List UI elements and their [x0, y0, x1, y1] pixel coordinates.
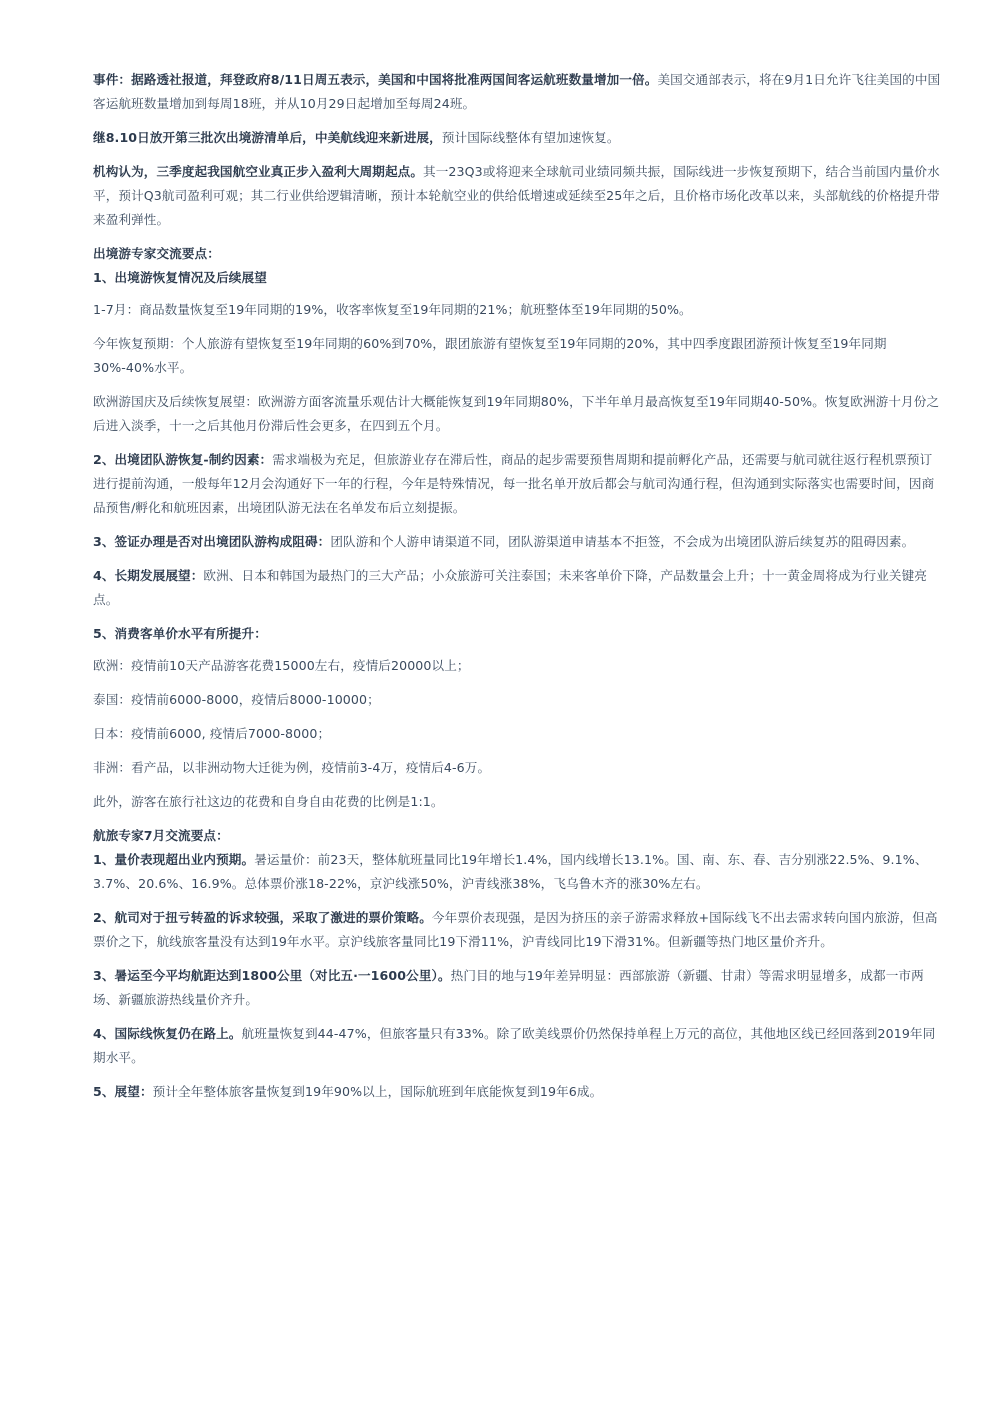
outbound-point-body: 团队游和个人游申请渠道不同，团队游渠道申请基本不拒签，不会成为出境团队游后续复苏的阻碍因素。	[330, 534, 915, 549]
outbound-point-body: 需求端极为充足，但旅游业存在滞后性，商品的起步需要预售周期和提前孵化产品，还需要与航司就往返行程机票预订进行提前沟通，一般每年12月会沟通好下一年的行程，今年是特殊情况，每一批名单开放后都会与航司沟通行程，但沟通到实际落实也需要时间，因商品预售/孵化和航班因素，出境团队游无法在名单发布后立刻提振。	[93, 452, 935, 515]
event-body: 美国交通部表示，将在9月1日允许飞往美国的中国客运航班数量增加到每周18班，并从10月29日起增加至每周24班。	[93, 72, 941, 111]
aviation-point-lead: 3、暑运至今平均航距达到1800公里（对比五·一1600公里）。	[93, 968, 451, 983]
aviation-point-lead: 4、国际线恢复仍在路上。	[93, 1026, 242, 1041]
event-lead: 事件：据路透社报道，拜登政府8/11日周五表示，美国和中国将批准两国间客运航班数量增加一倍。	[93, 72, 658, 87]
outbound-point-lead: 3、签证办理是否对出境团队游构成阻碍：	[93, 534, 331, 549]
route-progress-lead: 继8.10日放开第三批次出境游清单后，中美航线迎来新进展，	[93, 130, 442, 145]
event-paragraph	[93, 68, 944, 116]
aviation-point-body: 暑运量价：前23天，整体航班量同比19年增长1.4%，国内线增长13.1%。国、南、东、春、吉分别涨22.5%、9.1%、3.7%、20.6%、16.9%。总体票价涨18-22%，京沪线涨50%，沪青线涨38%，飞乌鲁木齐的涨30%左右。	[93, 852, 928, 891]
aviation-point-lead: 1、量价表现超出业内预期。	[93, 852, 255, 867]
aviation-point-1	[93, 848, 944, 896]
price-line: 欧洲：疫情前10天产品游客花费15000左右，疫情后20000以上；	[93, 658, 470, 673]
aviation-point-lead: 2、航司对于扭亏转盈的诉求较强，采取了激进的票价策略。	[93, 910, 432, 925]
outbound-subheading-5-text: 5、消费客单价水平有所提升：	[93, 626, 267, 641]
aviation-point-body: 今年票价表现强，是因为挤压的亲子游需求释放+国际线飞不出去需求转向国内旅游，但高票价之下，航线旅客量没有达到19年水平。京沪线旅客量同比19下滑11%，沪青线同比19下滑31%。但新疆等热门地区量价齐升。	[93, 910, 938, 949]
aviation-point-body: 热门目的地与19年差异明显：西部旅游（新疆、甘肃）等需求明显增多，成都一市两场、新疆旅游热线量价齐升。	[93, 968, 924, 1007]
outbound-subheading-1: 1、出境游恢复情况及后续展望	[93, 270, 267, 285]
outbound-point-2	[93, 448, 944, 520]
institution-view-body: 其一23Q3或将迎来全球航司业绩同频共振，国际线进一步恢复预期下，结合当前国内量价水平，预计Q3航司盈利可观；其二行业供给逻辑清晰，预计本轮航空业的供给低增速或延续至25年之后，且价格市场化改革以来，头部航线的价格提升带来盈利弹性。	[93, 164, 940, 227]
institution-view-lead: 机构认为，三季度起我国航空业真正步入盈利大周期起点。	[93, 164, 424, 179]
price-line: 泰国：疫情前6000-8000，疫情后8000-10000；	[93, 692, 380, 707]
outbound-line: 今年恢复预期：个人旅游有望恢复至19年同期的60%到70%，跟团旅游有望恢复至19年同期的20%，其中四季度跟团游预计恢复至19年同期30%-40%水平。	[93, 336, 887, 375]
price-line: 非洲：看产品，以非洲动物大迁徙为例，疫情前3-4万，疫情后4-6万。	[93, 760, 491, 775]
aviation-point-lead: 5、展望：	[93, 1084, 153, 1099]
section-aviation-title: 航旅专家7月交流要点：	[93, 828, 229, 843]
aviation-point-body: 航班量恢复到44-47%，但旅客量只有33%。除了欧美线票价仍然保持单程上万元的高位，其他地区线已经回落到2019年同期水平。	[93, 1026, 936, 1065]
price-line: 此外，游客在旅行社这边的花费和自身自由花费的比例是1:1。	[93, 794, 444, 809]
section-outbound-title: 出境游专家交流要点：	[93, 246, 220, 261]
outbound-point-3	[93, 530, 944, 554]
institution-view-paragraph	[93, 160, 944, 232]
outbound-line: 1-7月：商品数量恢复至19年同期的19%，收客率恢复至19年同期的21%；航班整体至19年同期的50%。	[93, 302, 692, 317]
route-progress-body: 预计国际线整体有望加速恢复。	[441, 130, 620, 145]
outbound-point-lead: 4、长期发展展望：	[93, 568, 204, 583]
price-line: 日本：疫情前6000, 疫情后7000-8000；	[93, 726, 331, 741]
outbound-point-4	[93, 564, 944, 612]
aviation-point-2	[93, 906, 944, 954]
route-progress-paragraph	[93, 126, 944, 150]
outbound-point-lead: 2、出境团队游恢复-制约因素：	[93, 452, 273, 467]
aviation-point-3	[93, 964, 944, 1012]
aviation-point-4	[93, 1022, 944, 1070]
aviation-point-5	[93, 1080, 944, 1104]
aviation-point-body: 预计全年整体旅客量恢复到19年90%以上，国际航班到年底能恢复到19年6成。	[152, 1084, 603, 1099]
outbound-point-body: 欧洲、日本和韩国为最热门的三大产品；小众旅游可关注泰国；未来客单价下降，产品数量会上升；十一黄金周将成为行业关键亮点。	[93, 568, 927, 607]
outbound-subheading-5	[93, 622, 944, 646]
outbound-line: 欧洲游国庆及后续恢复展望：欧洲游方面客流量乐观估计大概能恢复到19年同期80%，下半年单月最高恢复至19年同期40-50%。恢复欧洲游十月份之后进入淡季，十一之后其他月份滞后性会更多，在四到五个月。	[93, 394, 940, 433]
